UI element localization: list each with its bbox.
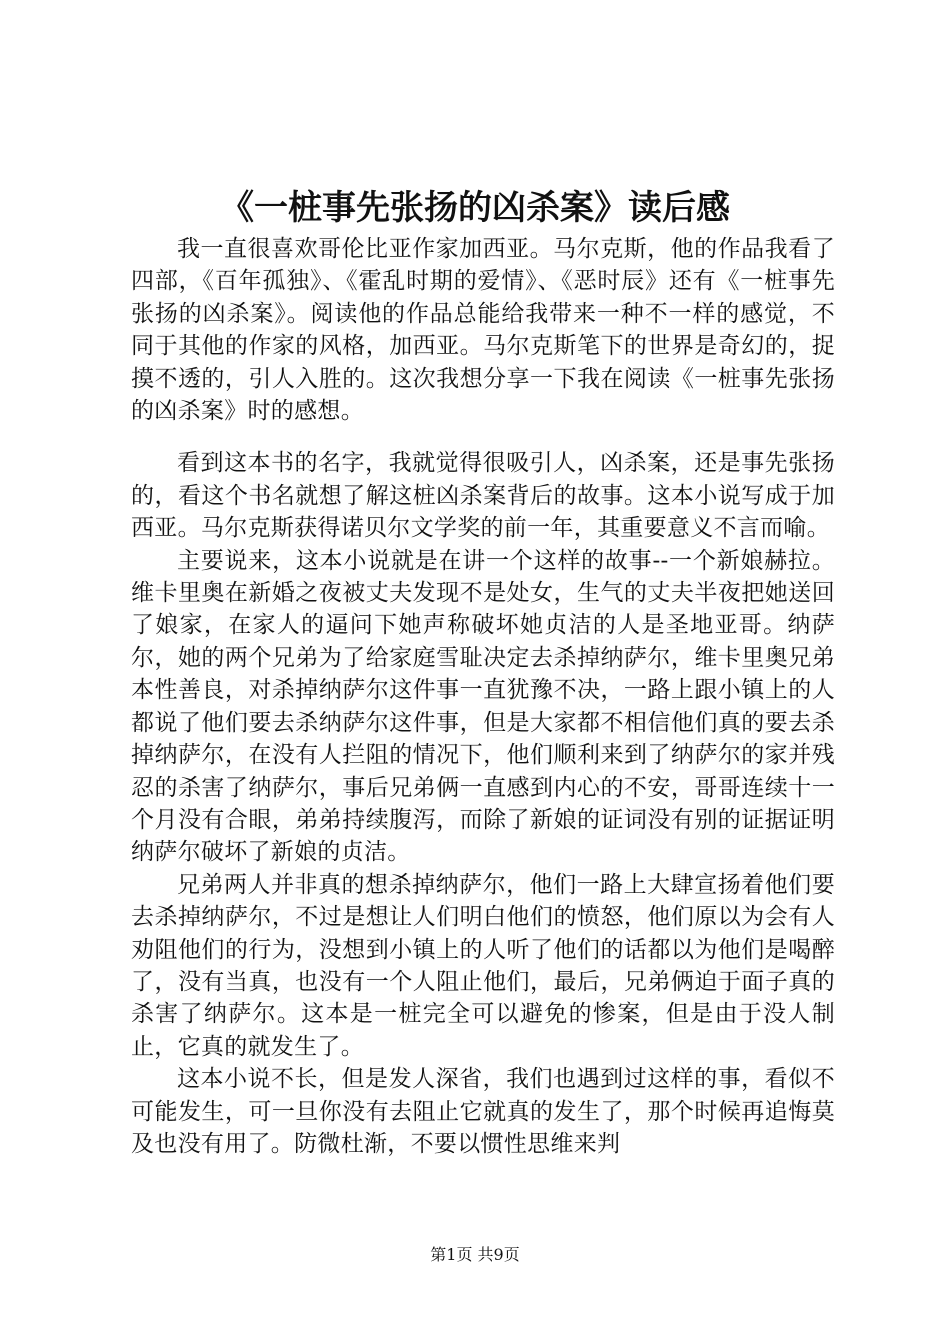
paragraph-5: 这本小说不长，但是发人深省，我们也遇到过这样的事，看似不可能发生，可一旦你没有去阻止它就真的发生了，那个时候再追悔莫及也没有用了。防微杜渐，不要以惯性思维来判 (131, 1066, 835, 1157)
document-body (131, 233, 835, 1160)
document-title: 《一桩事先张扬的凶杀案》读后感 (220, 188, 730, 228)
paragraph-2: 看到这本书的名字，我就觉得很吸引人，凶杀案，还是事先张扬的，看这个书名就想了解这桩凶杀案背后的故事。这本小说写成于加西亚。马尔克斯获得诺贝尔文学奖的前一年，其重要意义不言而喻。 (131, 450, 835, 542)
page-number-footer: 第1页 共9页 (430, 1245, 520, 1264)
paragraph-1: 我一直很喜欢哥伦比亚作家加西亚。马尔克斯，他的作品我看了四部，《百年孤独》、《霍乱时期的爱情》、《恶时辰》还有《一桩事先张扬的凶杀案》。阅读他的作品总能给我带来一种不一样的感觉，不同于其他的作家的风格，加西亚。马尔克斯笔下的世界是奇幻的，捉摸不透的，引人入胜的。这次我想分享一下我在阅读《一桩事先张扬的凶杀案》时的感想。 (131, 236, 835, 425)
paragraph-3: 主要说来，这本小说就是在讲一个这样的故事--一个新娘赫拉。维卡里奥在新婚之夜被丈夫发现不是处女，生气的丈夫半夜把她送回了娘家，在家人的逼问下她声称破坏她贞洁的人是圣地亚哥。纳萨尔，她的两个兄弟为了给家庭雪耻决定去杀掉纳萨尔，维卡里奥兄弟本性善良，对杀掉纳萨尔这件事一直犹豫不决，一路上跟小镇上的人都说了他们要去杀纳萨尔这件事，但是大家都不相信他们真的要去杀掉纳萨尔，在没有人拦阻的情况下，他们顺利来到了纳萨尔的家并残忍的杀害了纳萨尔，事后兄弟俩一直感到内心的不安，哥哥连续十一个月没有合眼，弟弟持续腹泻，而除了新娘的证词没有别的证据证明纳萨尔破坏了新娘的贞洁。 (131, 547, 835, 866)
paragraph-4: 兄弟两人并非真的想杀掉纳萨尔，他们一路上大肆宣扬着他们要去杀掉纳萨尔，不过是想让人们明白他们的愤怒，他们原以为会有人劝阻他们的行为，没想到小镇上的人听了他们的话都以为他们是喝醉了，没有当真，也没有一个人阻止他们，最后，兄弟俩迫于面子真的杀害了纳萨尔。这本是一桩完全可以避免的惨案，但是由于没人制止，它真的就发生了。 (131, 871, 835, 1060)
